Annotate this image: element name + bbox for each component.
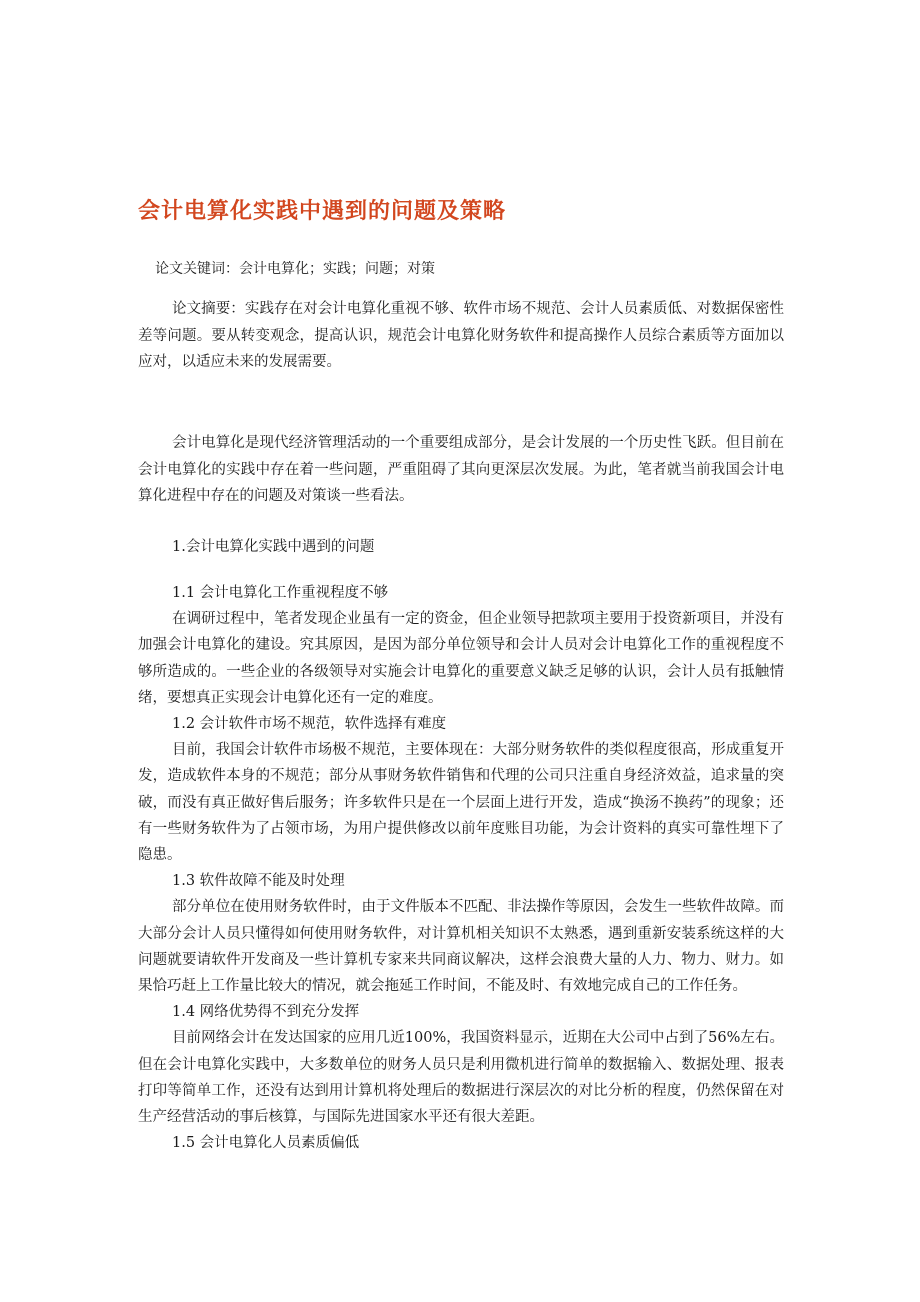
subsection-paragraph: 部分单位在使用财务软件时，由于文件版本不匹配、非法操作等原因，会发生一些软件故障。而大部分会计人员只懂得如何使用财务软件，对计算机相关知识不太熟悉，遇到重新安装系统这样的大问题就要请软件开发商及一些计算机专家来共同商议解决，这样会浪费大量的人力、物力、财力。如果恰巧赶上工作量比较大的情况，就会拖延工作时间，不能及时、有效地完成自己的工作任务。 bbox=[138, 899, 784, 995]
subsection-heading: 1.3 软件故障不能及时处理 bbox=[172, 873, 345, 890]
subsection-heading: 1.5 会计电算化人员素质偏低 bbox=[172, 1135, 360, 1152]
subsection-paragraph: 目前网络会计在发达国家的应用几近100%，我国资料显示，近期在大公司中占到了56%左右。但在会计电算化实践中，大多数单位的财务人员只是利用微机进行简单的数据输入、数据处理、报表打印等简单工作，还没有达到用计算机将处理后的数据进行深层次的对比分析的程度，仍然保留在对生产经营活动的事后核算，与国际先进国家水平还有很大差距。 bbox=[138, 1030, 784, 1126]
subsection-heading: 1.1 会计电算化工作重视程度不够 bbox=[172, 585, 389, 601]
intro-paragraph: 会计电算化是现代经济管理活动的一个重要组成部分，是会计发展的一个历史性飞跃。但目前在会计电算化的实践中存在着一些问题，严重阻碍了其向更深层次发展。为此，笔者就当前我国会计电算化进程中存在的问题及对策谈一些看法。 bbox=[138, 435, 784, 504]
subsection-paragraph: 目前，我国会计软件市场极不规范，主要体现在：大部分财务软件的类似程度很高，形成重复开发，造成软件本身的不规范；部分从事财务软件销售和代理的公司只注重自身经济效益，追求量的突破，而没有真正做好售后服务；许多软件只是在一个层面上进行开发，造成“换汤不换药”的现象；还有一些财务软件为了占领市场，为用户提供修改以前年度账目功能，为会计资料的真实可靠性埋下了隐患。 bbox=[138, 742, 784, 864]
abstract-paragraph: 论文摘要：实践存在对会计电算化重视不够、软件市场不规范、会计人员素质低、对数据保密性差等问题。要从转变观念，提高认识，规范会计电算化财务软件和提高操作人员综合素质等方面加以应对，以适应未来的发展需要。 bbox=[138, 301, 784, 370]
sections-body bbox=[138, 580, 784, 1156]
section-1-heading: 1.会计电算化实践中遇到的问题 bbox=[172, 539, 375, 555]
subsection-paragraph: 在调研过程中，笔者发现企业虽有一定的资金，但企业领导把款项主要用于投资新项目，并没有加强会计电算化的建设。究其原因，是因为部分单位领导和会计人员对会计电算化工作的重视程度不够所造成的。一些企业的各级领导对实施会计电算化的重要意义缺乏足够的认识，会计人员有抵触情绪，要想真正实现会计电算化还有一定的难度。 bbox=[138, 611, 784, 706]
document-title: 会计电算化实践中遇到的问题及策略 bbox=[138, 199, 507, 224]
keywords-line: 论文关键词：会计电算化；实践；问题；对策 bbox=[155, 261, 435, 277]
subsection-heading: 1.4 网络优势得不到充分发挥 bbox=[172, 1004, 360, 1021]
subsection-heading: 1.2 会计软件市场不规范，软件选择有难度 bbox=[172, 716, 447, 733]
